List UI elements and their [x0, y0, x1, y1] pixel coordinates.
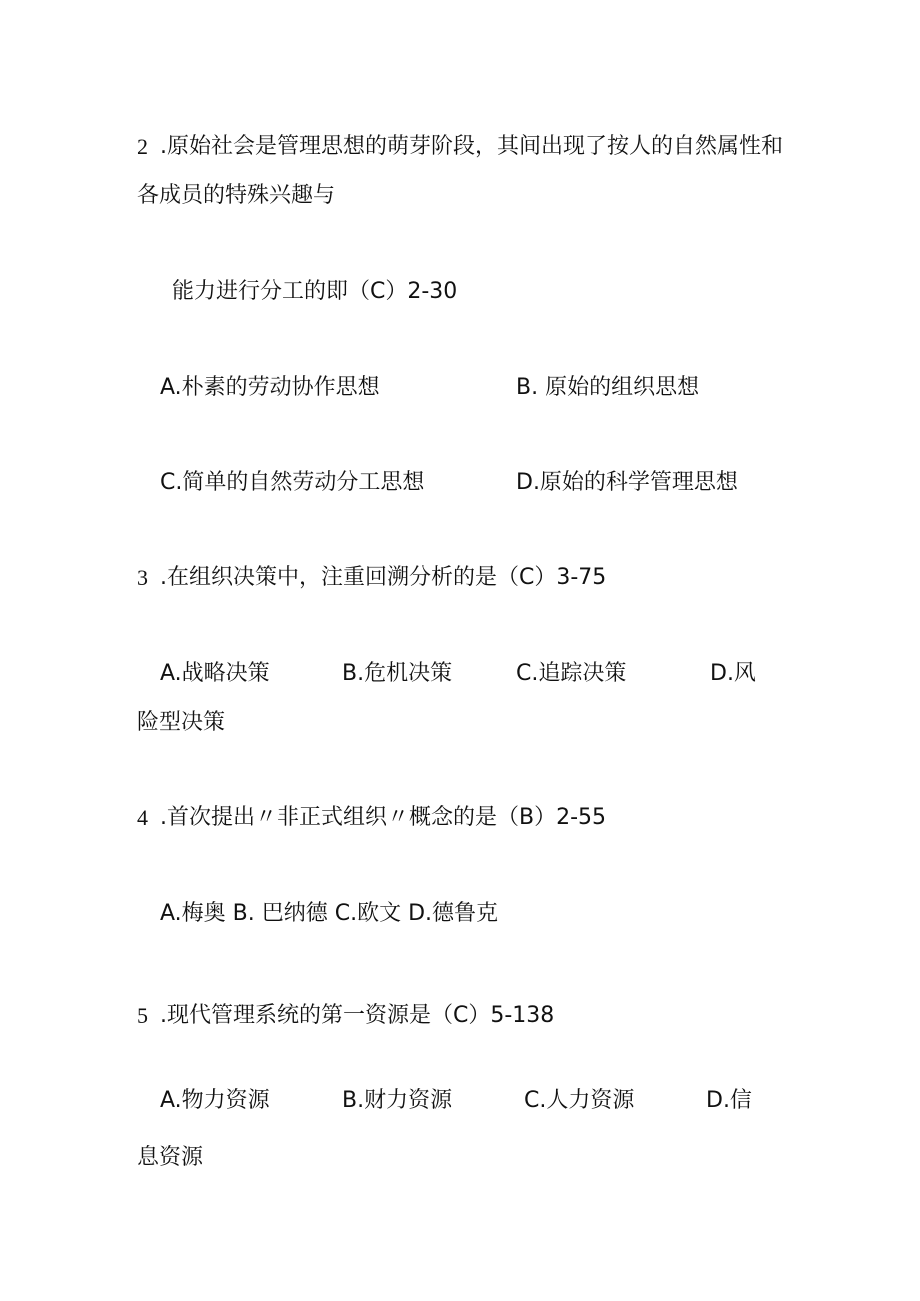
option-a: A.朴素的劳动协作思想	[160, 375, 380, 400]
question-number: 5	[137, 1003, 148, 1028]
question-stem-continued: 各成员的特殊兴趣与	[137, 183, 336, 208]
question-stem-continued: 能力进行分工的即（C）2-30	[172, 279, 458, 304]
question-number: 4	[137, 805, 148, 830]
option-a: A.战略决策	[160, 661, 270, 686]
option-d: D.风	[710, 661, 756, 686]
option-d-continued: 险型决策	[137, 710, 226, 735]
option-b: B. 原始的组织思想	[516, 375, 700, 400]
question-stem: .原始社会是管理思想的萌芽阶段，其间出现了按人的自然属性和	[160, 134, 783, 159]
option-b: B.危机决策	[342, 661, 453, 686]
question-number: 3	[137, 565, 148, 590]
options-line: A.梅奥 B. 巴纳德 C.欧文 D.德鲁克	[160, 901, 499, 926]
question-stem: .首次提出〃非正式组织〃概念的是（B）2-55	[160, 805, 607, 830]
option-c: C.简单的自然劳动分工思想	[160, 470, 425, 495]
option-d: D.原始的科学管理思想	[516, 470, 738, 495]
question-number: 2	[137, 134, 148, 159]
option-c: C.追踪决策	[516, 661, 627, 686]
option-d: D.信	[706, 1088, 752, 1113]
question-stem: .现代管理系统的第一资源是（C）5-138	[160, 1003, 555, 1028]
option-d-continued: 息资源	[137, 1145, 204, 1170]
question-stem: .在组织决策中，注重回溯分析的是（C）3-75	[160, 565, 607, 590]
option-a: A.物力资源	[160, 1088, 270, 1113]
option-b: B.财力资源	[342, 1088, 453, 1113]
option-c: C.人力资源	[524, 1088, 635, 1113]
